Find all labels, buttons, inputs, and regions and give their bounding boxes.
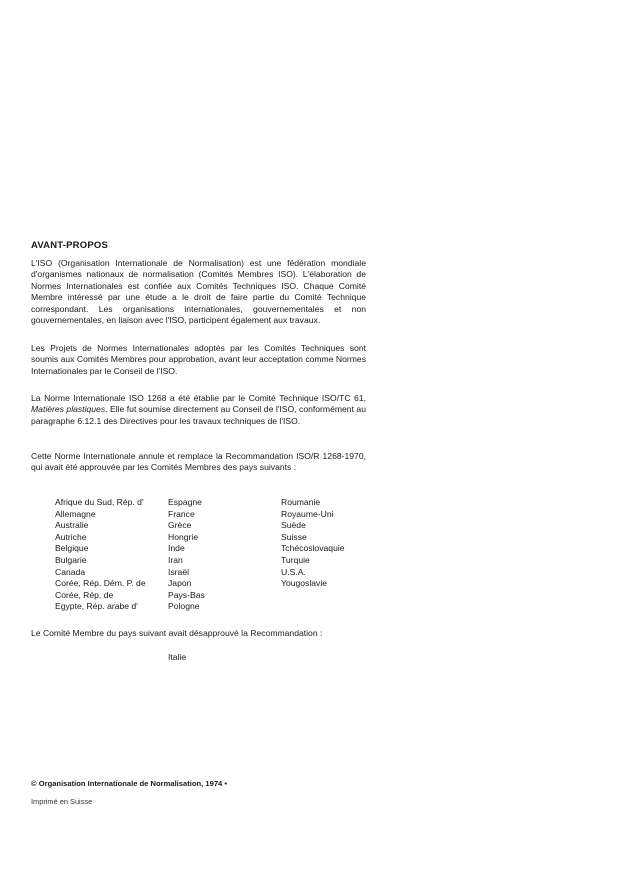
country-item: Japon	[168, 578, 192, 589]
country-item: Royaume-Uni	[281, 508, 334, 519]
country-item: Grèce	[168, 520, 192, 531]
country-item: Iran	[168, 554, 183, 565]
country-item: Israël	[168, 566, 190, 577]
country-item: Belgique	[55, 543, 89, 554]
country-list-column-1	[55, 497, 165, 613]
paragraph-iso-intro: L'ISO (Organisation Internationale de Normalisation) est une fédération mondiale d'organismes nationaux de normalisation (Comités Membres ISO). L'élaboration de Normes Internationales est confiée aux Comités Techniques ISO. Chaque Comité Membre intéressé par une étude a le droit de faire partie du Comité Technique correspondant. Les organisations internationales, gouvernementales et non gouvernementales, en liaison avec l'ISO, participent également aux travaux.	[31, 258, 366, 326]
printed-in-notice: Imprimé en Suisse	[31, 797, 93, 806]
paragraph-standard-origin-start: La Norme Internationale ISO 1268 a été établie par le Comité Technique ISO/TC 61,	[31, 393, 366, 403]
country-item: France	[168, 508, 195, 519]
country-item: U.S.A.	[281, 566, 306, 577]
country-item: Afrique du Sud, Rép. d'	[55, 497, 144, 507]
country-item: Suède	[281, 520, 306, 531]
country-item: Pays-Bas	[168, 589, 205, 600]
country-item: Hongrie	[168, 531, 199, 542]
paragraph-standard-origin-end: . Elle fut soumise directement au Conseil de l'ISO, conformément au paragraphe 6.12.1 des Directives pour les travaux techniques de l'ISO.	[31, 404, 366, 426]
country-item: Australie	[55, 520, 89, 531]
country-list-column-3	[281, 497, 391, 590]
country-item: Bulgarie	[55, 554, 87, 565]
country-item: Inde	[168, 543, 185, 554]
country-list-column-2	[168, 497, 278, 613]
country-item: Canada	[55, 566, 86, 577]
country-item: Turquie	[281, 554, 310, 565]
paragraph-replaces-recommendation: Cette Norme Internationale annule et remplace la Recommandation ISO/R 1268-1970, qui avait été approuvée par les Comités Membres des pays suivants :	[31, 451, 366, 473]
country-item: Corée, Rép. de	[55, 589, 114, 600]
country-item: Allemagne	[55, 508, 96, 519]
country-item: Suisse	[281, 531, 307, 542]
country-item: Pologne	[168, 601, 200, 612]
country-item: Tchécoslovaquie	[281, 543, 345, 554]
disapproval-statement: Le Comité Membre du pays suivant avait désapprouvé la Recommandation :	[31, 628, 323, 638]
country-item: Autriche	[55, 531, 87, 542]
country-item: Yougoslavie	[281, 578, 328, 589]
country-item: Egypte, Rép. arabe d'	[55, 601, 138, 612]
disapproving-country: Italie	[168, 652, 187, 662]
country-item: Corée, Rép. Dém. P. de	[55, 578, 146, 589]
copyright-notice: © Organisation Internationale de Normalisation, 1974 •	[31, 779, 228, 788]
country-item: Roumanie	[281, 497, 321, 507]
paragraph-draft-standards: Les Projets de Normes Internationales adoptés par les Comités Techniques sont soumis aux Comités Membres pour approbation, avant leur acceptation comme Normes Internationales par le Conseil de l'ISO.	[31, 343, 366, 376]
country-item: Espagne	[168, 497, 202, 507]
section-heading: AVANT-PROPOS	[31, 240, 108, 251]
paragraph-standard-origin	[31, 393, 366, 427]
committee-title: Matières plastiques	[31, 404, 106, 415]
